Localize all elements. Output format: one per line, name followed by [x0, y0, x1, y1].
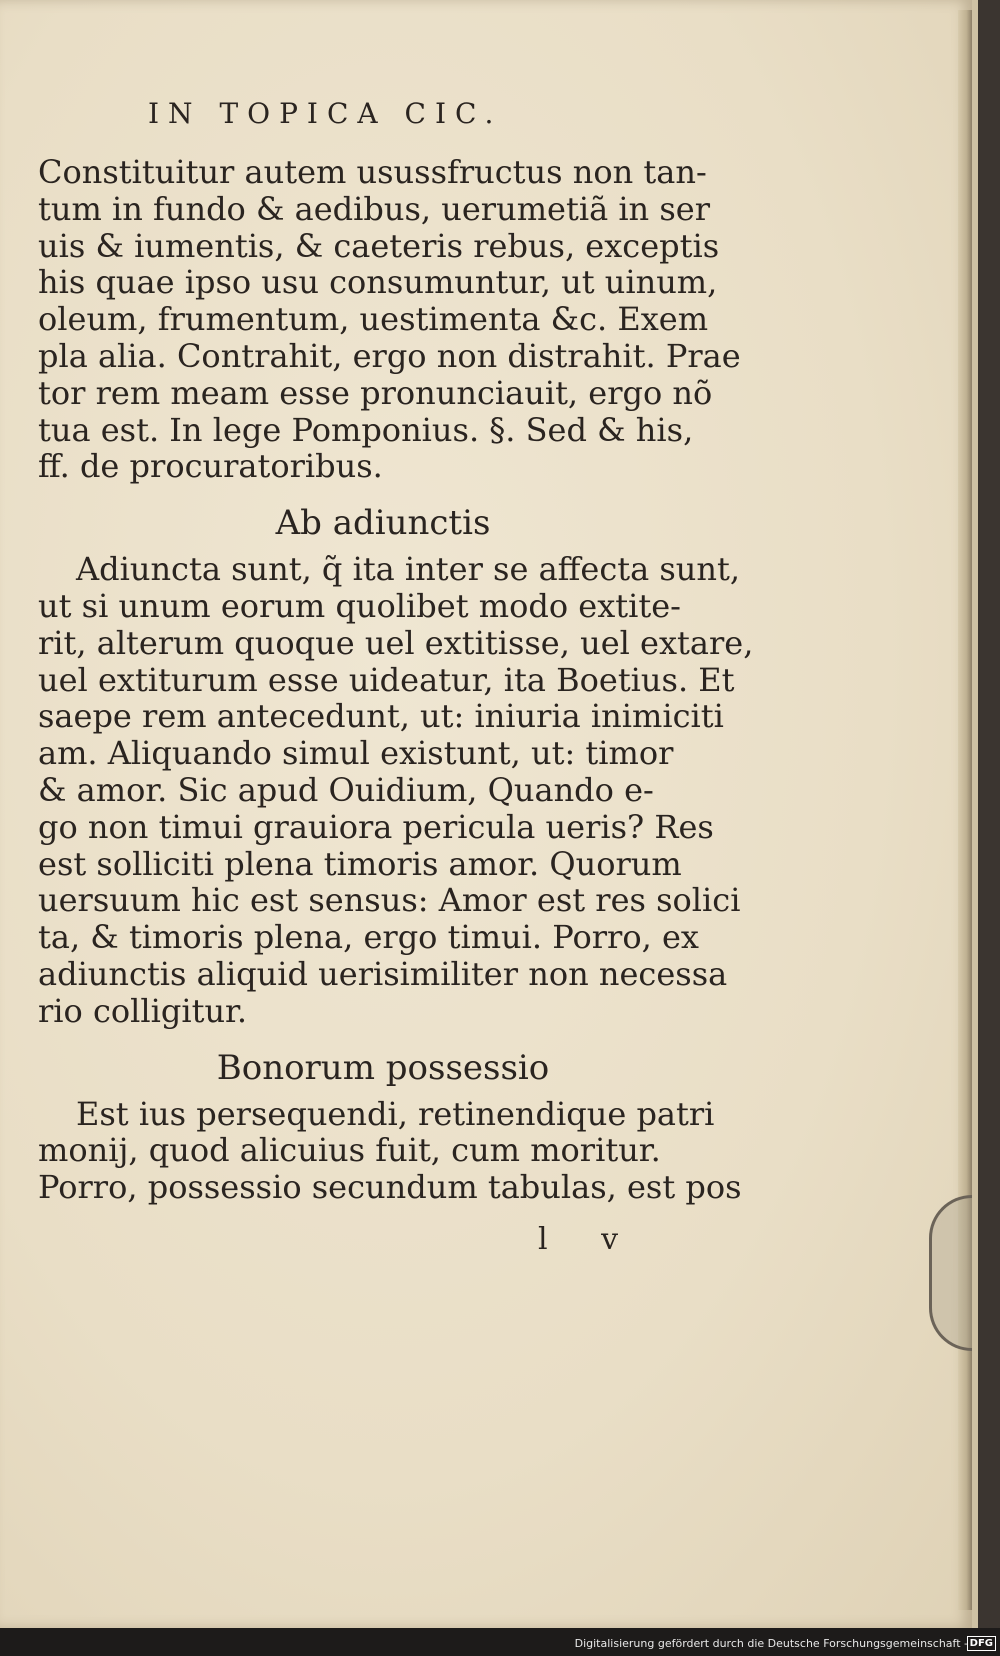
text-line: est solliciti plena timoris amor. Quorum: [38, 844, 682, 883]
text-line: his quae ipso usu consumuntur, ut uinum,: [38, 263, 718, 302]
text-line: uis & iumentis, & caeteris rebus, exceptis: [38, 226, 720, 265]
funding-credit: Digitalisierung gefördert durch die Deutsche Forschungsgemeinschaft -: [574, 1637, 968, 1650]
dfg-logo: DFG: [967, 1636, 996, 1651]
page-edge: [958, 10, 972, 1610]
text-line: Est ius persequendi, retinendique patri: [76, 1094, 715, 1133]
text-line: saepe rem antecedunt, ut: iniuria inimiciti: [38, 697, 724, 736]
text-line: ff. de procuratoribus.: [38, 447, 383, 486]
page-text: [38, 92, 754, 1260]
text-line: rit, alterum quoque uel extitisse, uel extare,: [38, 623, 754, 662]
paragraph-usufructus: [38, 153, 741, 486]
text-line: monij, quod alicuius fuit, cum moritur.: [38, 1131, 661, 1170]
text-line: ut si unum eorum quolibet modo extite-: [38, 586, 681, 625]
text-line: Adiuncta sunt, q̃ ita inter se affecta sunt,: [76, 550, 741, 589]
text-line: Porro, possessio secundum tabulas, est pos: [38, 1168, 742, 1207]
footer-bar: [0, 1628, 1000, 1656]
text-line: go non timui grauiora pericula ueris? Res: [38, 807, 714, 846]
page-clip: [929, 1195, 972, 1351]
text-line: adiunctis aliquid uerisimiliter non necessa: [38, 954, 728, 993]
section-title-bonorum-possessio: Bonorum possessio: [216, 1047, 550, 1088]
text-line: oleum, frumentum, uestimenta &c. Exem: [38, 300, 709, 339]
text-line: am. Aliquando simul existunt, ut: timor: [38, 734, 674, 773]
text-line: Constituitur autem usussfructus non tan-: [38, 153, 707, 191]
text-line: ta, & timoris plena, ergo timui. Porro, ex: [38, 918, 699, 957]
text-line: uersuum hic est sensus: Amor est res solici: [38, 881, 741, 920]
signature-mark: l v: [538, 1221, 641, 1257]
text-line: tum in fundo & aedibus, uerumetiã in ser: [38, 189, 710, 228]
paragraph-bonorum-possessio: [38, 1094, 742, 1207]
running-title: IN TOPICA CIC.: [148, 97, 503, 130]
section-title-ab-adiunctis: Ab adiunctis: [275, 503, 491, 544]
text-line: pla alia. Contrahit, ergo non distrahit. Prae: [38, 336, 741, 375]
text-line: uel extiturum esse uideatur, ita Boetius. Et: [38, 660, 735, 699]
text-line: tor rem meam esse pronunciauit, ergo nõ: [38, 373, 713, 412]
paragraph-adiuncta: [38, 550, 754, 1030]
text-line: tua est. In lege Pomponius. §. Sed & his,: [38, 410, 694, 449]
text-line: & amor. Sic apud Ouidium, Quando e-: [38, 770, 654, 809]
text-line: rio colligitur.: [38, 991, 247, 1030]
